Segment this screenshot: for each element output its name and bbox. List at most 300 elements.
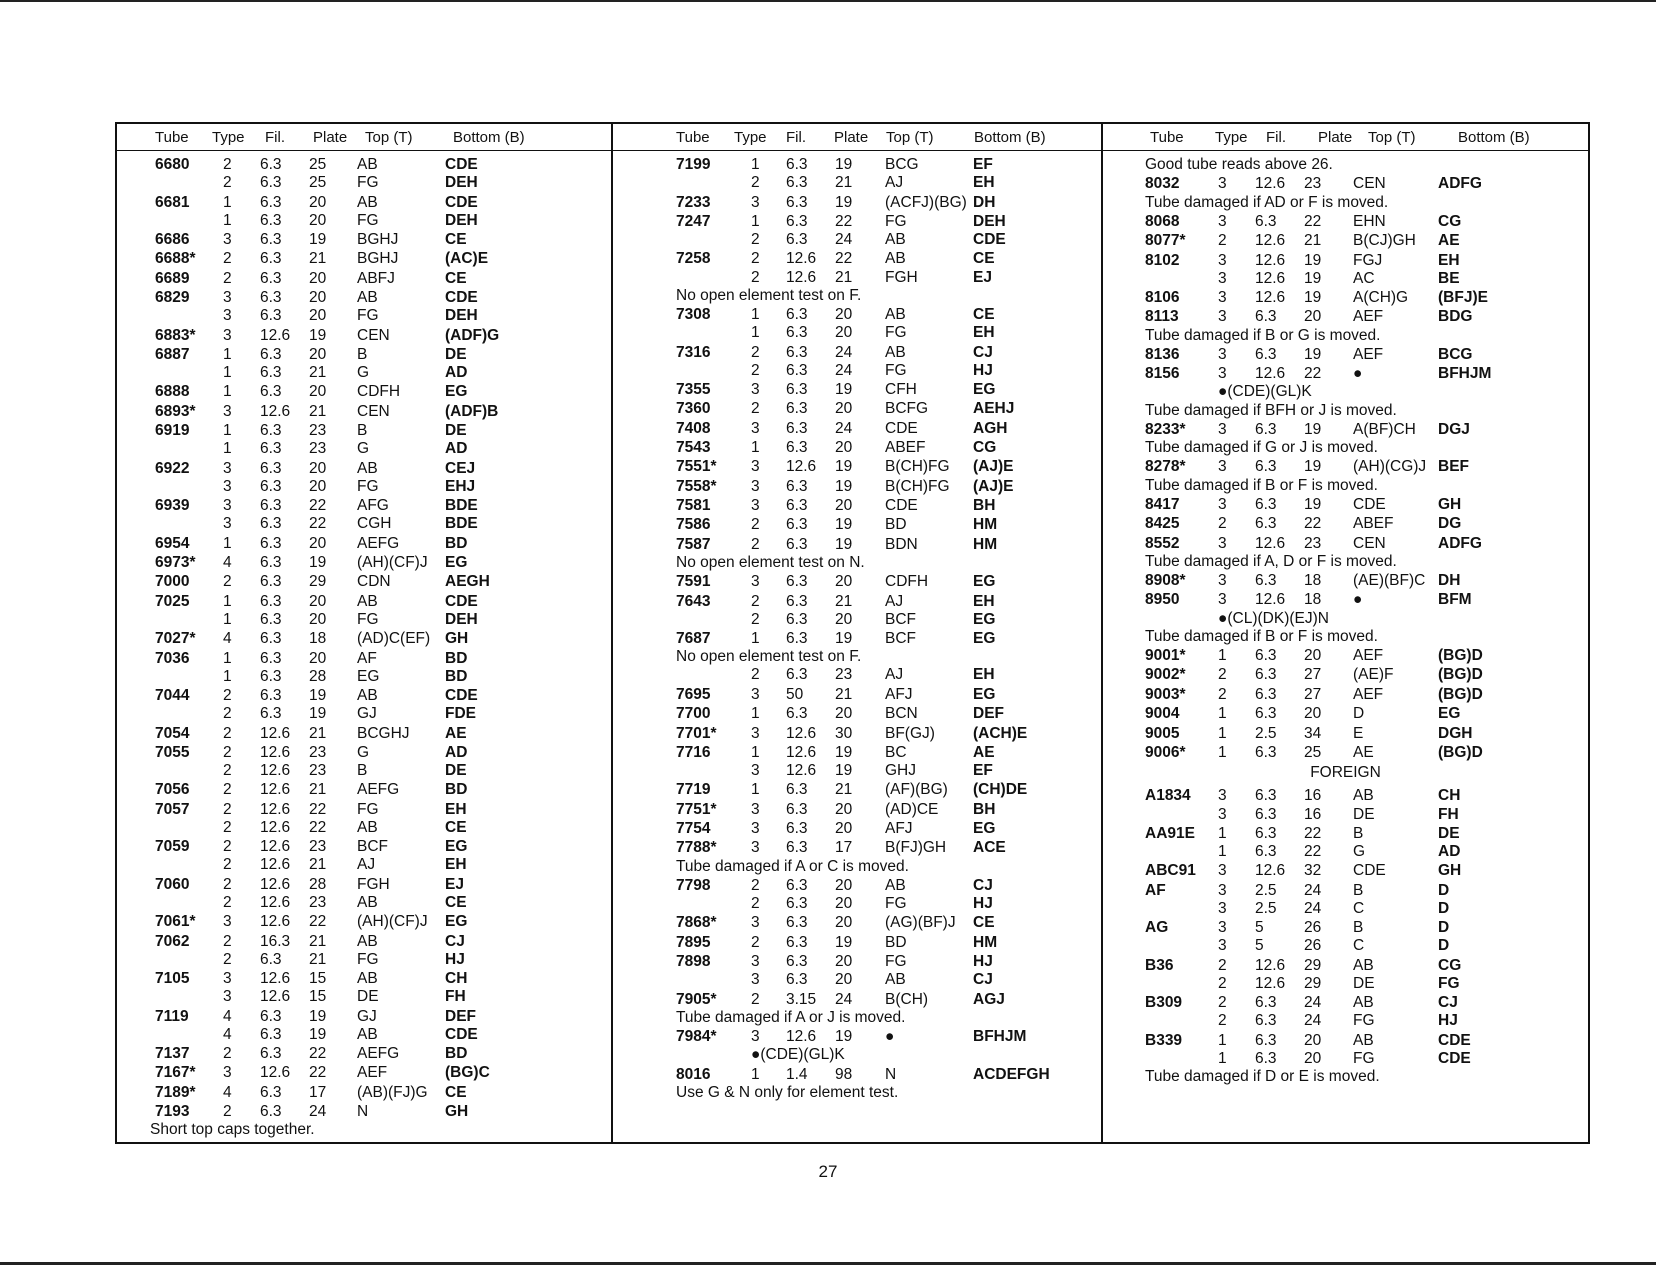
cell-top: CDFH: [885, 573, 929, 591]
cell-bottom: EH: [973, 666, 995, 684]
cell-type: 3: [223, 477, 232, 495]
cell-type: 3: [1218, 212, 1227, 230]
cell-fil: 6.3: [786, 876, 808, 894]
cell-plate: 21: [309, 856, 327, 874]
cell-plate: 19: [1304, 269, 1322, 287]
cell-tube: 7868*: [676, 914, 717, 932]
cell-bottom: EG: [445, 838, 468, 856]
cell-type: 3: [751, 762, 760, 779]
cell-plate: 21: [1304, 232, 1322, 250]
cell-top: (AE)F: [1353, 666, 1394, 684]
cell-top: CDE: [885, 419, 918, 437]
cell-tube: 6829: [155, 289, 190, 307]
cell-type: 3: [223, 231, 232, 248]
cell-type: 1: [223, 667, 232, 685]
cell-type: 3: [1218, 937, 1227, 955]
cell-tube: 8106: [1145, 289, 1180, 307]
cell-fil: 6.3: [786, 306, 808, 323]
cell-type: 3: [751, 953, 760, 971]
cell-bottom: (ADF)G: [445, 326, 500, 344]
cell-tube: 8552: [1145, 534, 1180, 552]
cell-fil: 6.3: [786, 610, 808, 628]
cell-tube: 7189*: [155, 1083, 196, 1101]
table-row: [1103, 919, 1588, 937]
table-row: [613, 877, 1101, 895]
cell-type: 1: [223, 383, 232, 401]
cell-top: BGHJ: [357, 250, 399, 268]
cell-bottom: EG: [445, 383, 468, 401]
cell-tube: 7687: [676, 630, 711, 648]
cell-plate: 27: [1304, 685, 1322, 703]
cell-fil: 6.3: [1255, 743, 1277, 761]
column-header: [613, 124, 1101, 151]
cell-top: AC: [1353, 269, 1375, 287]
cell-bottom: HM: [973, 933, 998, 951]
cell-top: A(BF)CH: [1353, 420, 1416, 438]
cell-tube: 8233*: [1145, 420, 1186, 438]
note-text: Tube damaged if AD or F is moved.: [1145, 193, 1389, 211]
cell-fil: 6.3: [260, 289, 282, 307]
table-row: [117, 876, 611, 894]
table-row: [117, 270, 611, 288]
cell-bottom: AE: [1438, 232, 1460, 250]
cell-tube: 7308: [676, 306, 711, 323]
table-row: [117, 403, 611, 421]
cell-type: 2: [751, 610, 760, 628]
cell-plate: 20: [835, 400, 853, 418]
cell-top: B(CH): [885, 990, 929, 1008]
cell-top: AEF: [357, 1064, 388, 1082]
cell-top: BCF: [885, 630, 916, 648]
cell-type: 1: [223, 649, 232, 667]
cell-bottom: GH: [445, 630, 469, 648]
cell-fil: 6.3: [786, 630, 808, 648]
cell-top: B: [357, 422, 368, 440]
table-row: [117, 1008, 611, 1026]
cell-fil: 12.6: [260, 724, 291, 742]
cell-fil: 6.3: [260, 497, 282, 515]
cell-plate: 21: [835, 174, 853, 192]
note-text: Short top caps together.: [150, 1121, 315, 1139]
cell-plate: 18: [309, 630, 327, 648]
cell-plate: 29: [1304, 974, 1322, 992]
header-tube: Tube: [155, 129, 189, 146]
cell-plate: 23: [309, 422, 327, 440]
cell-plate: 24: [1304, 899, 1322, 917]
cell-top: AB: [357, 932, 378, 950]
cell-plate: 25: [1304, 743, 1322, 761]
cell-top: B: [1353, 881, 1364, 899]
table-row: [613, 895, 1101, 913]
table-row: [1103, 270, 1588, 288]
cell-top: BD: [885, 516, 907, 534]
cell-plate: 20: [835, 820, 853, 838]
cell-top: ●: [885, 1028, 895, 1046]
table-row: [613, 1066, 1101, 1084]
cell-top: BCFG: [885, 400, 929, 418]
cell-type: 1: [751, 630, 760, 648]
cell-top: BCGHJ: [357, 724, 410, 742]
cell-top: (AG)(BF)J: [885, 914, 956, 932]
cell-fil: 6.3: [260, 383, 282, 401]
cell-type: 3: [751, 458, 760, 476]
table-row: [1103, 535, 1588, 553]
cell-bottom: CDE: [445, 1025, 478, 1043]
header-tube: Tube: [1150, 129, 1184, 146]
cell-fil: 6.3: [260, 630, 282, 648]
cell-bottom: EH: [973, 174, 995, 192]
cell-type: 2: [1218, 1012, 1227, 1030]
table-row: [613, 573, 1101, 591]
cell-plate: 22: [309, 1064, 327, 1082]
cell-bottom: BD: [445, 1045, 468, 1063]
cell-fil: 12.6: [1255, 974, 1286, 992]
cell-bottom: EG: [973, 630, 996, 648]
cell-fil: 6.3: [260, 592, 282, 610]
table-row: [613, 400, 1101, 418]
cell-top: AFG: [357, 497, 389, 515]
cell-tube: 7543: [676, 439, 711, 457]
cell-fil: 12.6: [786, 724, 817, 742]
cell-bottom: FDE: [445, 705, 476, 723]
cell-top: N: [357, 1103, 369, 1121]
cell-bottom: (BFJ)E: [1438, 289, 1488, 307]
cell-type: 1: [1218, 843, 1227, 860]
cell-fil: 12.6: [260, 988, 291, 1006]
cell-type: 2: [751, 268, 760, 286]
cell-top: AB: [357, 459, 378, 477]
table-row: [1103, 252, 1588, 270]
cell-bottom: BDG: [1438, 308, 1473, 326]
cell-tube: 9005: [1145, 724, 1180, 742]
cell-fil: 6.3: [260, 250, 282, 268]
cell-top: BCN: [885, 705, 918, 723]
table-row: [117, 913, 611, 931]
cell-type: 3: [751, 419, 760, 437]
cell-plate: 24: [1304, 1012, 1322, 1030]
cell-tube: 7119: [155, 1007, 189, 1025]
cell-top: (AD)C(EF): [357, 630, 431, 648]
cell-type: 3: [1218, 862, 1227, 880]
cell-top: DE: [357, 988, 379, 1006]
table-row: [1103, 882, 1588, 900]
cell-plate: 25: [309, 174, 327, 192]
cell-tube: 7898: [676, 953, 711, 971]
cell-type: 3: [751, 971, 760, 989]
cell-type: 3: [223, 402, 232, 420]
table-row: [1103, 937, 1588, 955]
header-type: Type: [1215, 129, 1248, 146]
cell-plate: 18: [1304, 591, 1322, 609]
cell-tube: 7060: [155, 875, 190, 893]
cell-top: ABEF: [885, 439, 926, 457]
cell-plate: 21: [309, 364, 327, 382]
cell-bottom: BE: [1438, 269, 1460, 287]
cell-plate: 19: [1304, 495, 1322, 513]
cell-plate: 19: [835, 762, 853, 779]
cell-top: CDE: [885, 497, 918, 515]
cell-type: 2: [223, 781, 232, 799]
cell-plate: 19: [835, 193, 853, 211]
cell-type: 3: [751, 381, 760, 398]
cell-type: 4: [223, 1083, 232, 1101]
table-row: [613, 516, 1101, 534]
cell-tube: 7258: [676, 250, 711, 268]
cell-tube: 7105: [155, 970, 190, 988]
cell-plate: 23: [309, 743, 327, 761]
cell-plate: 20: [835, 610, 853, 628]
cell-bottom: AGH: [973, 419, 1008, 437]
cell-top: ABEF: [1353, 515, 1394, 533]
cell-type: 2: [751, 400, 760, 418]
cell-plate: 23: [1304, 175, 1322, 193]
cell-fil: 2.5: [1255, 899, 1277, 917]
cell-bottom: EH: [445, 800, 467, 818]
cell-bottom: CJ: [973, 971, 993, 989]
cell-plate: 19: [835, 1028, 853, 1046]
cell-top: ●: [1353, 591, 1363, 609]
table-row: [613, 213, 1101, 231]
cell-fil: 6.3: [260, 950, 282, 968]
cell-tube: 7360: [676, 400, 711, 418]
cell-fil: 6.3: [260, 687, 282, 704]
cell-plate: 21: [309, 932, 327, 950]
cell-bottom: (BG)C: [445, 1064, 490, 1082]
cell-tube: 7193: [155, 1103, 190, 1121]
note-text: Tube damaged if B or G is moved.: [1145, 326, 1381, 344]
cell-top: AB: [357, 193, 378, 211]
table-row: [117, 535, 611, 553]
cell-top: (AE)(BF)C: [1353, 572, 1426, 590]
page-number: 27: [818, 1162, 838, 1181]
cell-type: 3: [223, 988, 232, 1006]
cell-top: CEN: [1353, 175, 1386, 193]
cell-top: (ACFJ)(BG): [885, 193, 967, 211]
cell-type: 2: [223, 875, 232, 893]
cell-top: (AF)(BG): [885, 781, 948, 799]
cell-fil: 12.6: [260, 1064, 291, 1082]
cell-type: 3: [223, 326, 232, 344]
cell-top: AB: [1353, 1031, 1374, 1049]
table-row: [1103, 994, 1588, 1012]
cell-top: AB: [885, 231, 906, 248]
cell-bottom: BFM: [1438, 591, 1472, 609]
cell-tube: 6893*: [155, 402, 196, 420]
cell-bottom: HM: [973, 516, 998, 534]
cell-fil: 6.3: [260, 610, 282, 628]
cell-fil: 6.3: [260, 345, 282, 363]
sub-pin-note: ●(CDE)(GL)K: [751, 1046, 845, 1064]
cell-plate: 24: [835, 990, 853, 1008]
table-row: [117, 951, 611, 969]
cell-bottom: AEGH: [445, 573, 490, 591]
header-type: Type: [212, 129, 245, 146]
header-top: Top (T): [886, 129, 934, 146]
table-row: [1103, 725, 1588, 743]
cell-type: 1: [223, 193, 232, 211]
table-row: [117, 744, 611, 762]
cell-plate: 22: [309, 818, 327, 836]
cell-plate: 20: [309, 383, 327, 401]
cell-tube: 8278*: [1145, 458, 1186, 476]
cell-type: 1: [751, 156, 760, 173]
cell-plate: 19: [309, 1007, 327, 1025]
table-row: [117, 515, 611, 533]
cell-bottom: CH: [445, 970, 468, 988]
cell-type: 2: [223, 743, 232, 761]
cell-type: 2: [751, 361, 760, 379]
cell-plate: 22: [309, 515, 327, 533]
cell-top: BCG: [885, 156, 919, 173]
cell-tube: 7895: [676, 933, 711, 951]
cell-tube: 7643: [676, 592, 711, 610]
cell-tube: 7036: [155, 649, 190, 667]
cell-fil: 6.3: [786, 800, 808, 818]
note-text: No open element test on F.: [676, 286, 862, 304]
table-row: [1103, 572, 1588, 590]
cell-plate: 20: [309, 193, 327, 211]
cell-plate: 21: [835, 685, 853, 703]
cell-plate: 24: [835, 419, 853, 437]
cell-fil: 12.6: [786, 743, 817, 761]
table-row: [1103, 1050, 1588, 1068]
cell-top: (AB)(FJ)G: [357, 1083, 428, 1101]
note-text: Tube damaged if A or J is moved.: [676, 1008, 906, 1026]
cell-fil: 12.6: [260, 800, 291, 818]
note-text: Tube damaged if BFH or J is moved.: [1145, 401, 1397, 419]
cell-type: 1: [223, 592, 232, 610]
header-tube: Tube: [676, 129, 710, 146]
cell-plate: 20: [309, 592, 327, 610]
cell-tube: 6681: [155, 193, 190, 211]
cell-type: 1: [1218, 824, 1227, 842]
cell-plate: 20: [1304, 1031, 1322, 1049]
cell-top: B: [357, 762, 368, 779]
cell-top: FG: [885, 953, 907, 971]
cell-tube: 7798: [676, 876, 711, 894]
cell-tube: B36: [1145, 956, 1174, 974]
cell-tube: 7025: [155, 592, 190, 610]
cell-type: 2: [751, 876, 760, 894]
cell-tube: 7044: [155, 687, 190, 704]
cell-type: 2: [223, 724, 232, 742]
cell-top: AB: [1353, 994, 1374, 1012]
cell-top: B(CH)FG: [885, 477, 950, 495]
cell-fil: 6.3: [1255, 515, 1277, 533]
cell-fil: 6.3: [1255, 824, 1277, 842]
cell-plate: 19: [835, 630, 853, 648]
cell-bottom: DEH: [445, 610, 478, 628]
cell-fil: 6.3: [260, 705, 282, 723]
cell-bottom: CDE: [445, 193, 478, 211]
cell-fil: 6.3: [786, 193, 808, 211]
cell-type: 1: [223, 345, 232, 363]
cell-plate: 15: [309, 988, 327, 1006]
cell-tube: 9003*: [1145, 685, 1186, 703]
cell-type: 1: [1218, 705, 1227, 723]
table-row: [117, 1045, 611, 1063]
cell-plate: 20: [1304, 705, 1322, 723]
cell-tube: 9001*: [1145, 647, 1186, 665]
cell-fil: 6.3: [786, 439, 808, 457]
cell-tube: 8908*: [1145, 572, 1186, 590]
cell-top: EHN: [1353, 212, 1386, 230]
cell-plate: 24: [835, 361, 853, 379]
cell-plate: 26: [1304, 919, 1322, 937]
cell-tube: 7551*: [676, 458, 717, 476]
header-top: Top (T): [1368, 129, 1416, 146]
cell-type: 3: [223, 497, 232, 515]
table-row: [117, 611, 611, 629]
cell-plate: 19: [309, 705, 327, 723]
table-row: [1103, 1032, 1588, 1050]
table-row: [117, 650, 611, 668]
cell-type: 4: [223, 1025, 232, 1043]
cell-top: N: [885, 1065, 897, 1083]
cell-top: B(CJ)GH: [1353, 232, 1416, 250]
cell-fil: 12.6: [1255, 251, 1286, 269]
cell-top: DE: [1353, 974, 1375, 992]
table-row: [613, 953, 1101, 971]
cell-fil: 12.6: [1255, 365, 1286, 383]
header-bottom: Bottom (B): [1458, 129, 1530, 146]
cell-plate: 20: [835, 876, 853, 894]
table-row: [1103, 213, 1588, 231]
cell-plate: 23: [309, 762, 327, 779]
cell-fil: 6.3: [260, 156, 282, 173]
cell-fil: 6.3: [1255, 994, 1277, 1012]
cell-type: 3: [223, 459, 232, 477]
cell-top: (AD)CE: [885, 800, 939, 818]
cell-bottom: DEH: [445, 211, 478, 229]
cell-bottom: CE: [445, 893, 467, 911]
cell-bottom: ACDEFGH: [973, 1065, 1050, 1083]
cell-fil: 6.3: [260, 459, 282, 477]
header-fil: Fil.: [1266, 129, 1286, 146]
cell-type: 3: [751, 914, 760, 932]
cell-type: 3: [1218, 572, 1227, 590]
cell-top: E: [1353, 724, 1364, 742]
cell-plate: 20: [1304, 308, 1322, 326]
cell-plate: 20: [309, 269, 327, 287]
cell-fil: 6.3: [260, 440, 282, 458]
cell-bottom: HJ: [973, 895, 993, 913]
cell-plate: 20: [309, 459, 327, 477]
cell-fil: 6.3: [786, 343, 808, 361]
cell-plate: 22: [309, 497, 327, 515]
cell-fil: 12.6: [260, 781, 291, 799]
cell-tube: 7137: [155, 1045, 190, 1063]
cell-top: AB: [885, 971, 906, 989]
cell-bottom: CDE: [1438, 1049, 1471, 1067]
table-row: [1103, 666, 1588, 684]
cell-bottom: EG: [973, 820, 996, 838]
cell-type: 1: [223, 364, 232, 382]
cell-type: 3: [1218, 289, 1227, 307]
table-row: [613, 439, 1101, 457]
cell-plate: 19: [309, 231, 327, 248]
cell-fil: 6.3: [786, 497, 808, 515]
cell-top: BGHJ: [357, 231, 399, 248]
cell-type: 2: [1218, 956, 1227, 974]
table-row: [117, 894, 611, 912]
table-row: [1103, 957, 1588, 975]
cell-fil: 6.3: [786, 400, 808, 418]
cell-plate: 20: [309, 289, 327, 307]
cell-tube: 7062: [155, 932, 190, 950]
cell-bottom: BD: [445, 781, 468, 799]
cell-top: GJ: [357, 1007, 377, 1025]
